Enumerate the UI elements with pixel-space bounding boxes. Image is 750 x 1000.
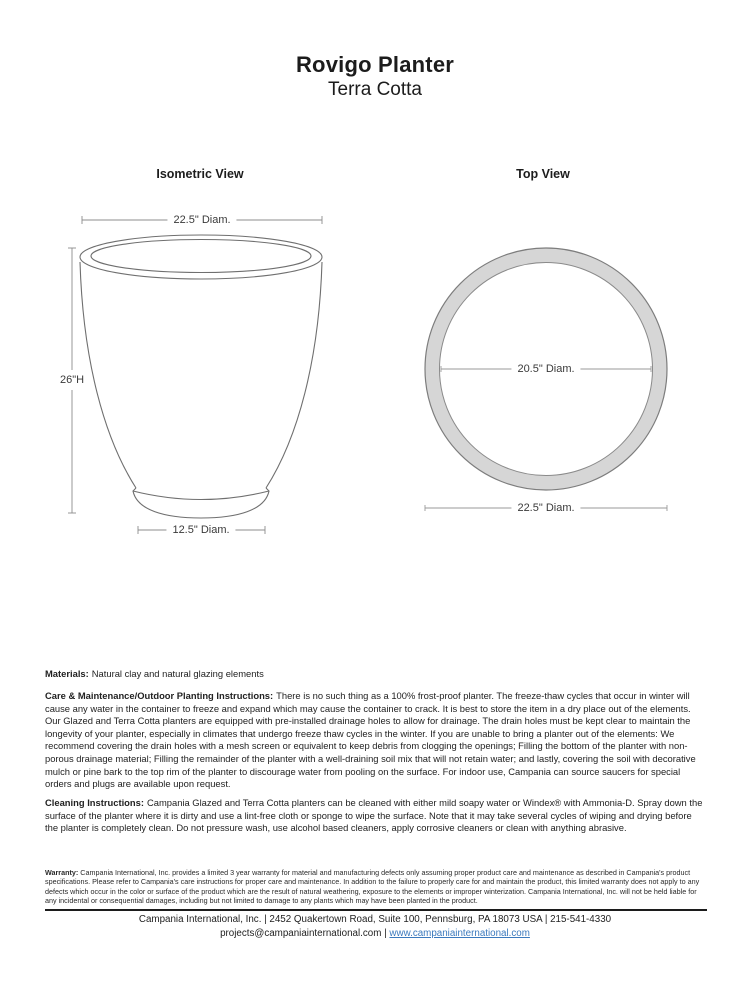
materials-label: Materials: [45,668,89,679]
cleaning-section [45,797,707,835]
page-title: Rovigo Planter [295,52,455,77]
top-inner-diameter-label: 20.5" Diam. [511,362,580,376]
warranty-section [45,868,707,906]
footer-email: projects@campaniainternational.com [220,927,382,939]
planter-outline [80,235,322,518]
warranty-label: Warranty: [45,868,79,877]
care-text: There is no such thing as a 100% frost-proof planter. The freeze-thaw cycles that occur in winter will cause any water in the container to freeze and expand which may cause the container to crack. It is best to store the item in a dry place out of the elements. Our Glazed and Terra Cotta planters are equipped with pre-installed drainage holes to allow for drainage. The drain holes must be kept clear to maintain the longevity of your planter, especially in climates that undergo freeze thaw cycles in the winter. If you are unable to bring a planter out of the elements: We recommend covering the drain holes with a mesh screen or equivalent to keep debris from clogging the openings; Filling the bottom of the planter with non-porous drainage material; Filling the remainder of the planter with a well-draining soil mix that will not retain water; and lastly, covering the soil with decorative mulch or pine bark to the top rim of the planter to discourage water from pooling on the surface. For indoor use, Campania can source saucers for special orders and plugs are available upon request. [45,690,696,790]
materials-section [45,668,707,681]
top-view-header: Top View [516,167,570,181]
materials-text: Natural clay and natural glazing elements [91,668,264,679]
isometric-drawing [40,200,370,545]
iso-top-diameter-label: 22.5" Diam. [167,213,236,227]
footer-separator: | [381,927,390,939]
cleaning-text: Campania Glazed and Terra Cotta planters can be cleaned with either mild soapy water or Windex® with Ammonia-D. Spray down the surface of the planter where it is dirty and use a lint-free cloth or sponge to wipe the surface. Note that it may take several cycles of wiping and drying before the planter is completely clean. Do not pressure wash, use alcohol based cleaners, apply corrosive cleaners or clean with anything abrasive. [45,797,703,834]
footer-contact-line [0,927,750,941]
warranty-text: Campania International, Inc. provides a limited 3 year warranty for material and manufacturing defects only assuming proper product care and maintenance as described in Campania's product specifications. Please refer to Campania's care instructions for proper care and maintenance. In addition to the failure to properly care for and maintain the product, this limited warranty does not apply to any defects which occur in the color or surface of the product which are the result of natural weathering, exposure to the elements or improper winterization. Campania International, Inc. will not be held liable for any incidental or consequential damages, including but not limited to damage to any plants which may have been planted in the product. [45,868,700,906]
care-section [45,690,707,791]
page-subtitle: Terra Cotta [328,79,422,100]
iso-height-label: 26"H [58,370,86,390]
isometric-view-header: Isometric View [156,167,244,181]
footer-website-link[interactable]: www.campaniainternational.com [389,927,530,939]
footer-divider [45,909,707,911]
footer-address-line: Campania International, Inc. | 2452 Quakertown Road, Suite 100, Pennsburg, PA 18073 USA | 215-541-4330 [138,914,612,925]
footer [0,913,750,940]
top-outer-diameter-label: 22.5" Diam. [511,501,580,515]
care-label: Care & Maintenance/Outdoor Planting Instructions: [45,690,274,701]
isometric-planter-svg [40,200,370,545]
iso-bottom-diameter-label: 12.5" Diam. [166,523,235,537]
cleaning-label: Cleaning Instructions: [45,797,144,808]
